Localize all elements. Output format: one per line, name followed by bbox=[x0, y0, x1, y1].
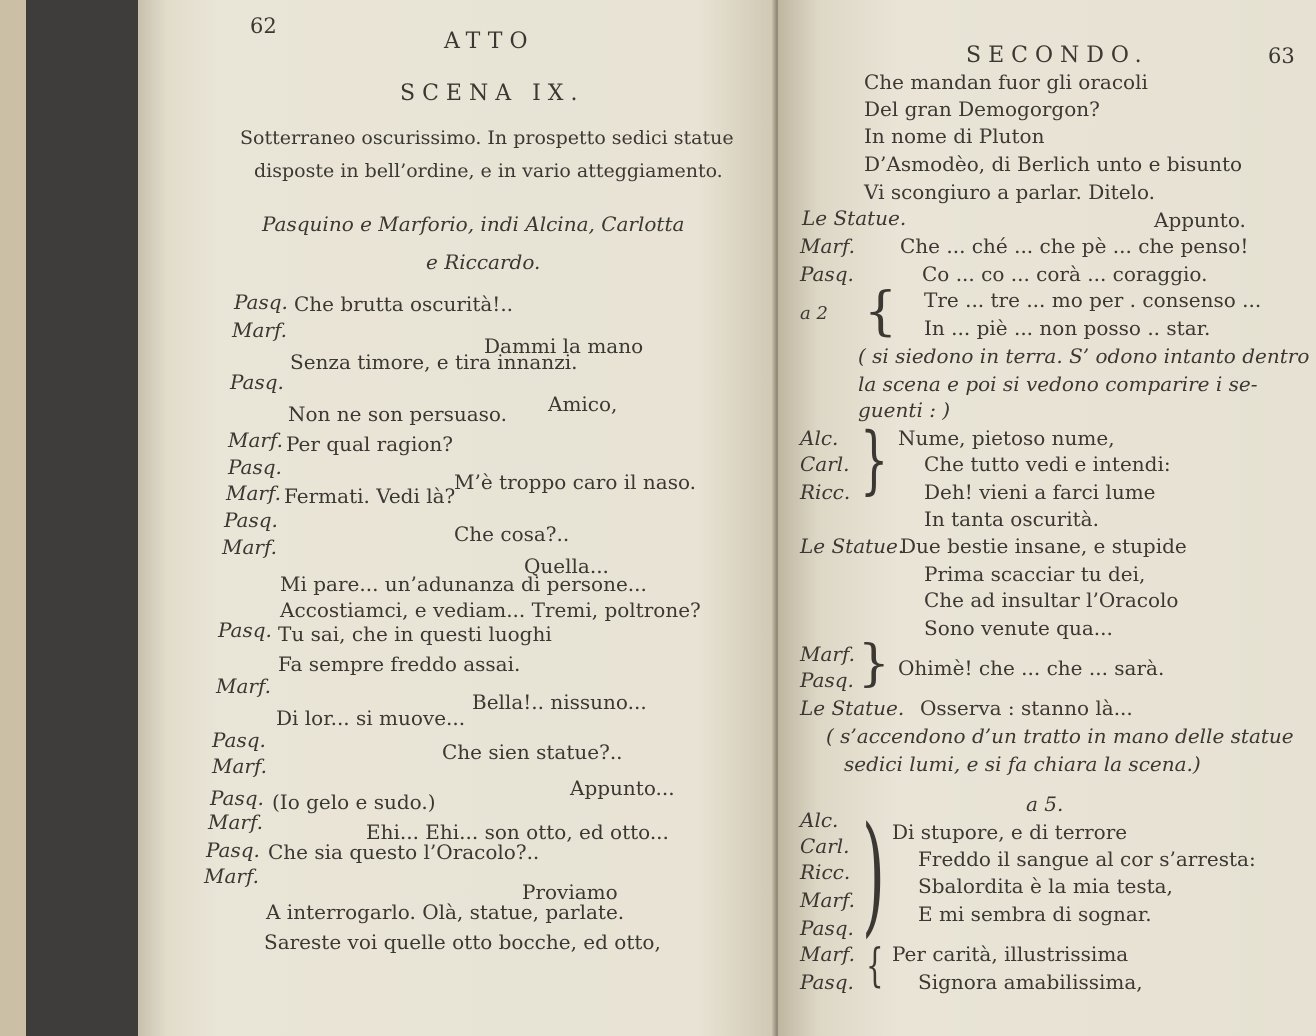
verse-line: Amico, bbox=[548, 392, 618, 416]
speaker-marf: Marf. bbox=[800, 942, 856, 966]
speaker-pasq: Pasq. bbox=[800, 916, 854, 940]
verse-line: Accostiamci, e vediam... Tremi, poltrone? bbox=[280, 598, 701, 622]
verse-line: Che sien statue?.. bbox=[442, 740, 623, 764]
verse-line: Tre ... tre ... mo per . consenso ... bbox=[924, 288, 1262, 312]
verse-line: Appunto. bbox=[1154, 208, 1246, 232]
stage-direction-line: guenti : ) bbox=[858, 398, 951, 422]
verse-line: Osserva : stanno là... bbox=[920, 696, 1133, 720]
verse-line: Bella!.. nissuno... bbox=[472, 690, 647, 714]
speaker-marf: Marf. bbox=[800, 234, 856, 258]
verse-line: Fa sempre freddo assai. bbox=[278, 652, 521, 676]
verse-line: Freddo il sangue al cor s’arresta: bbox=[918, 847, 1256, 871]
brace-icon: { bbox=[866, 938, 884, 992]
verse-line: Mi pare... un’adunanza di persone... bbox=[280, 572, 647, 596]
speaker-marf: Marf. bbox=[228, 428, 284, 452]
verse-line: Senza timore, e tira innanzi. bbox=[290, 350, 578, 374]
verse-line: Due bestie insane, e stupide bbox=[900, 534, 1187, 558]
speaker-alc: Alc. bbox=[800, 426, 839, 450]
verse-line: Deh! vieni a farci lume bbox=[924, 480, 1156, 504]
verse-line: Di stupore, e di terrore bbox=[892, 820, 1128, 844]
speaker-pasq: Pasq. bbox=[210, 786, 264, 810]
speaker-pasq: Pasq. bbox=[230, 370, 284, 394]
speaker-pasq: Pasq. bbox=[800, 668, 854, 692]
verse-line: Vi scongiuro a parlar. Ditelo. bbox=[864, 180, 1155, 204]
brace-icon: { bbox=[864, 282, 898, 342]
speaker-marf: Marf. bbox=[216, 674, 272, 698]
speaker-alc: Alc. bbox=[800, 808, 839, 832]
speaker-marf: Marf. bbox=[212, 754, 268, 778]
verse-line: Per carità, illustrissima bbox=[892, 942, 1129, 966]
a2-label: a 2 bbox=[800, 303, 828, 324]
verse-line: Per qual ragion? bbox=[286, 432, 454, 456]
brace-icon: } bbox=[858, 634, 890, 692]
verse-line: Che mandan fuor gli oracoli bbox=[864, 70, 1148, 94]
speaker-pasq: Pasq. bbox=[234, 290, 288, 314]
speaker-marf: Marf. bbox=[232, 318, 288, 342]
characters-line: Pasquino e Marforio, indi Alcina, Carlotta bbox=[262, 212, 685, 236]
left-page bbox=[138, 0, 778, 1036]
speaker-pasq: Pasq. bbox=[212, 728, 266, 752]
verse-line: Che cosa?.. bbox=[454, 522, 570, 546]
page-number: 63 bbox=[1268, 44, 1295, 68]
bleed-through bbox=[548, 55, 553, 74]
speaker-marf: Marf. bbox=[226, 481, 282, 505]
characters-line: e Riccardo. bbox=[426, 250, 541, 274]
stage-direction-line: ( si siedono in terra. S’ odono intanto dentro bbox=[858, 344, 1310, 368]
verse-line: Appunto... bbox=[570, 776, 675, 800]
speaker-pasq: Pasq. bbox=[800, 262, 854, 286]
stage-direction-line: disposte in bell’ordine, e in vario atteggiamento. bbox=[254, 160, 723, 182]
verse-line: M’è troppo caro il naso. bbox=[454, 470, 697, 494]
verse-line: Quella... bbox=[524, 554, 609, 578]
speaker-carl: Carl. bbox=[800, 834, 850, 858]
page-number: 62 bbox=[250, 14, 277, 38]
verse-line: Fermati. Vedi là? bbox=[284, 484, 456, 508]
stage-direction-line: Sotterraneo oscurissimo. In prospetto sedici statue bbox=[240, 127, 734, 149]
stage-direction-line: sedici lumi, e si fa chiara la scena.) bbox=[844, 752, 1201, 776]
verse-line: D’Asmodèo, di Berlich unto e bisunto bbox=[864, 152, 1243, 176]
verse-line: Che ... ché ... che pè ... che penso! bbox=[900, 234, 1249, 258]
verse-line: Proviamo bbox=[522, 880, 618, 904]
verse-line: Che brutta oscurità!.. bbox=[294, 292, 514, 316]
verse-line: Che sia questo l’Oracolo?.. bbox=[268, 840, 540, 864]
scene-title: SCENA IX. bbox=[400, 81, 585, 106]
a5-label: a 5. bbox=[1026, 792, 1064, 816]
speaker-pasq: Pasq. bbox=[800, 970, 854, 994]
verse-line: Non ne son persuaso. bbox=[288, 402, 507, 426]
verse-line: (Io gelo e sudo.) bbox=[272, 790, 436, 814]
verse-line: Sbalordita è la mia testa, bbox=[918, 874, 1173, 898]
verse-line: Ohimè! che ... che ... sarà. bbox=[898, 656, 1165, 680]
book-edge bbox=[0, 0, 26, 1036]
speaker-statue: Le Statue. bbox=[802, 206, 907, 230]
verse-line: Dammi la mano bbox=[484, 334, 644, 358]
speaker-ricc: Ricc. bbox=[800, 480, 851, 504]
right-page bbox=[778, 0, 1316, 1036]
running-head: ATTO bbox=[444, 29, 535, 54]
speaker-marf: Marf. bbox=[208, 810, 264, 834]
brace-icon: ) bbox=[862, 798, 885, 950]
verse-line: Sareste voi quelle otto bocche, ed otto, bbox=[264, 930, 661, 954]
verse-line: Sono venute qua... bbox=[924, 616, 1113, 640]
speaker-marf: Marf. bbox=[222, 535, 278, 559]
speaker-pasq: Pasq. bbox=[228, 455, 282, 479]
book-cover-board bbox=[26, 0, 138, 1036]
stage-direction-line: la scena e poi si vedono comparire i se- bbox=[858, 372, 1258, 396]
verse-line: Co ... co ... corà ... coraggio. bbox=[922, 262, 1208, 286]
verse-line: Ehi... Ehi... son otto, ed otto... bbox=[366, 820, 669, 844]
speaker-statue: Le Statue. bbox=[800, 534, 905, 558]
verse-line: Nume, pietoso nume, bbox=[898, 426, 1115, 450]
verse-line: In nome di Pluton bbox=[864, 124, 1045, 148]
speaker-marf: Marf. bbox=[800, 642, 856, 666]
verse-line: In ... piè ... non posso .. star. bbox=[924, 316, 1211, 340]
speaker-pasq: Pasq. bbox=[224, 508, 278, 532]
verse-line: Che ad insultar l’Oracolo bbox=[924, 588, 1179, 612]
verse-line: E mi sembra di sognar. bbox=[918, 902, 1152, 926]
verse-line: Signora amabilissima, bbox=[918, 970, 1143, 994]
speaker-ricc: Ricc. bbox=[800, 860, 851, 884]
speaker-marf: Marf. bbox=[204, 864, 260, 888]
speaker-statue: Le Statue. bbox=[800, 696, 905, 720]
running-head: SECONDO. bbox=[966, 43, 1149, 68]
verse-line: Di lor... si muove... bbox=[276, 706, 466, 730]
speaker-marf: Marf. bbox=[800, 888, 856, 912]
speaker-pasq: Pasq. bbox=[218, 618, 272, 642]
verse-line: In tanta oscurità. bbox=[924, 507, 1099, 531]
speaker-carl: Carl. bbox=[800, 452, 850, 476]
verse-line: Che tutto vedi e intendi: bbox=[924, 452, 1171, 476]
verse-line: Del gran Demogorgon? bbox=[864, 97, 1100, 121]
verse-line: Prima scacciar tu dei, bbox=[924, 562, 1146, 586]
stage-direction-line: ( s’accendono d’un tratto in mano delle statue bbox=[826, 724, 1294, 748]
brace-icon: } bbox=[860, 417, 889, 503]
verse-line: A interrogarlo. Olà, statue, parlate. bbox=[266, 900, 625, 924]
speaker-pasq: Pasq. bbox=[206, 838, 260, 862]
verse-line: Tu sai, che in questi luoghi bbox=[278, 622, 552, 646]
